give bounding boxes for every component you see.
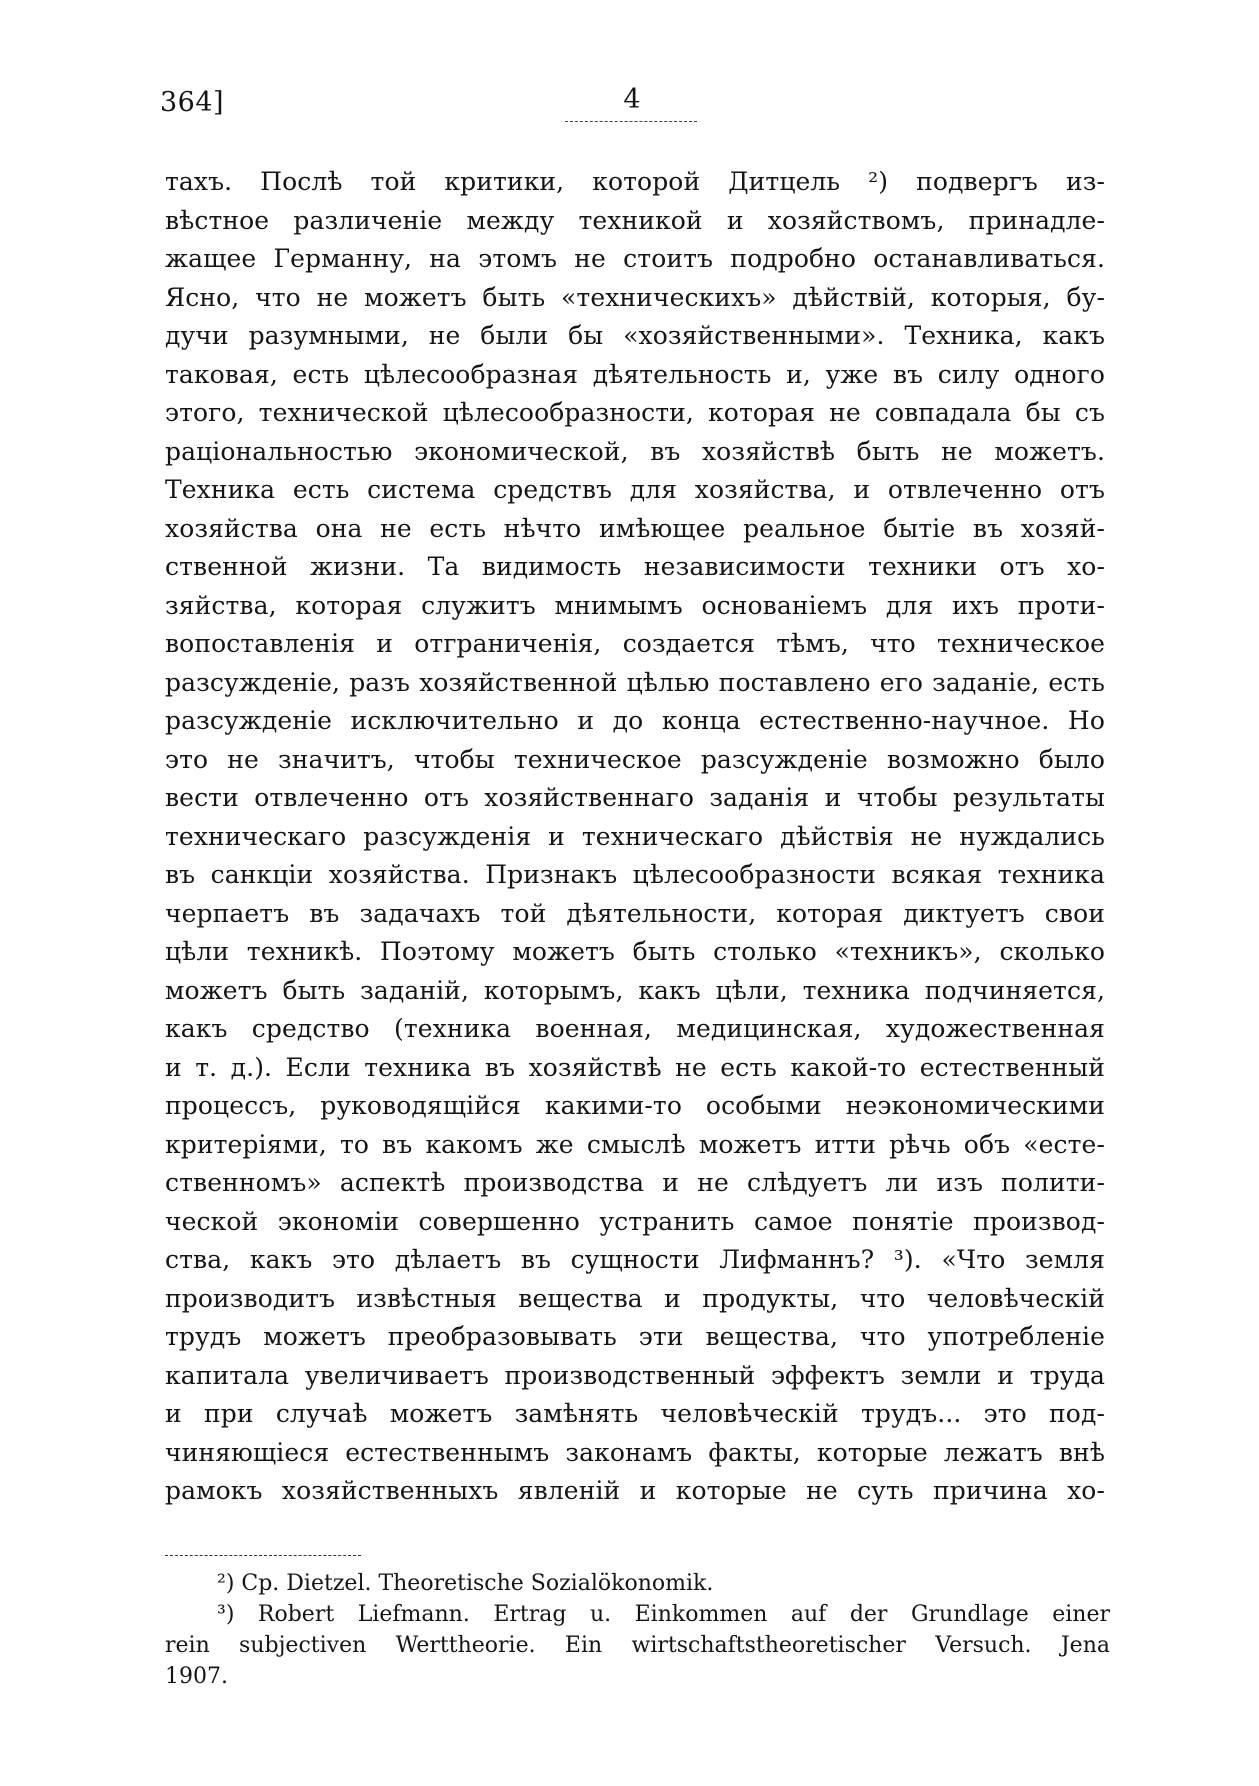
body-line: вѣстное различеніе между техникой и хозяйствомъ, принадле- [165,205,1105,235]
body-line: цѣли техникѣ. Поэтому можетъ быть столько «техникъ», сколько [165,937,1105,966]
body-line: раціональностью экономической, въ хозяйствѣ быть не можетъ. [165,436,1105,466]
body-line: можетъ быть заданій, которымъ, какъ цѣли, техника подчиняется, [165,975,1105,1005]
body-line: разсужденіе исключительно и до конца естественно-научное. Но [165,706,1105,735]
footnote-rule [165,1555,361,1556]
body-line: вопоставленія и отграниченія, создается тѣмъ, что техническое [165,629,1105,658]
body-line: и т. д.). Если техника въ хозяйствѣ не есть какой-то естественный [165,1052,1105,1082]
footnote-3-end: 1907. [165,1664,228,1689]
body-line: и при случаѣ можетъ замѣнять человѣческій трудъ... это под- [165,1399,1105,1428]
body-line: зяйства, которая служитъ мнимымъ основаніемъ для ихъ проти- [165,590,1105,620]
page-number-bracketed: 364] [160,87,225,118]
body-line: капитала увеличиваетъ производственный эффектъ земли и труда [165,1360,1105,1390]
body-line: разсужденіе, разъ хозяйственной цѣлью поставлено его заданіе, есть [165,667,1105,697]
body-line: критеріями, то въ какомъ же смыслѣ можетъ итти рѣчь объ «есте- [165,1129,1105,1159]
body-line: ственномъ» аспектѣ производства и не слѣдуетъ ли изъ полити- [165,1168,1105,1197]
footnote-2: ²) Cp. Dietzel. Theoretische Sozialökonomik. [217,1571,714,1596]
body-line: трудъ можетъ преобразовывать эти вещества, что употребленіе [165,1322,1105,1351]
body-line: тахъ. Послѣ той критики, которой Дитцель ²) подвергъ из- [165,167,1105,196]
footnotes [165,1568,1110,1692]
body-line: таковая, есть цѣлесообразная дѣятельность и, уже въ силу одного [165,359,1105,389]
footnote-3-continued: rein subjectiven Werttheorie. Ein wirtschaftstheoretischer Versuch. Jena [165,1633,1110,1658]
body-line: въ санкціи хозяйства. Признакъ цѣлесообразности всякая техника [165,860,1105,889]
body-line: чиняющіеся естественнымъ законамъ факты, которые лежатъ внѣ [165,1437,1105,1467]
body-line: Ясно, что не можетъ быть «техническихъ» дѣйствій, которыя, бу- [165,282,1105,312]
body-line: этого, технической цѣлесообразности, которая не совпадала бы съ [165,398,1105,427]
body-line: производитъ извѣстныя вещества и продукты, что человѣческій [165,1283,1105,1313]
body-text [165,163,1105,1511]
body-line: рамокъ хозяйственныхъ явленій и которые не суть причина хо- [165,1476,1105,1505]
body-line: ства, какъ это дѣлаетъ въ сущности Лифманнъ? ³). «Что земля [165,1245,1105,1274]
body-line: это не значитъ, чтобы техническое разсужденіе возможно было [165,744,1105,774]
body-line: процессъ, руководящійся какими-то особыми неэкономическими [165,1091,1105,1120]
body-line: Техника есть система средствъ для хозяйства, и отвлеченно отъ [165,475,1105,504]
body-line: ственной жизни. Та видимость независимости техники отъ хо- [165,552,1105,581]
body-line: какъ средство (техника военная, медицинская, художественная [165,1014,1105,1043]
body-line: техническаго разсужденія и техническаго дѣйствія не нуждались [165,821,1105,851]
body-line: ческой экономіи совершенно устранить самое понятіе производ- [165,1206,1105,1236]
body-line: жащее Германну, на этомъ не стоитъ подробно останавливаться. [165,244,1105,273]
signature-number: 4 [623,84,641,115]
body-line: черпаетъ въ задачахъ той дѣятельности, которая диктуетъ свои [165,898,1105,928]
body-line: дучи разумными, не были бы «хозяйственными». Техника, какъ [165,321,1105,350]
footnote-3: ³) Robert Liefmann. Ertrag u. Einkommen auf der Grundlage einer [217,1602,1110,1627]
body-line: хозяйства она не есть нѣчто имѣющее реальное бытіе въ хозяй- [165,513,1105,543]
header-rule [565,121,697,122]
body-line: вести отвлеченно отъ хозяйственнаго заданія и чтобы результаты [165,783,1105,812]
